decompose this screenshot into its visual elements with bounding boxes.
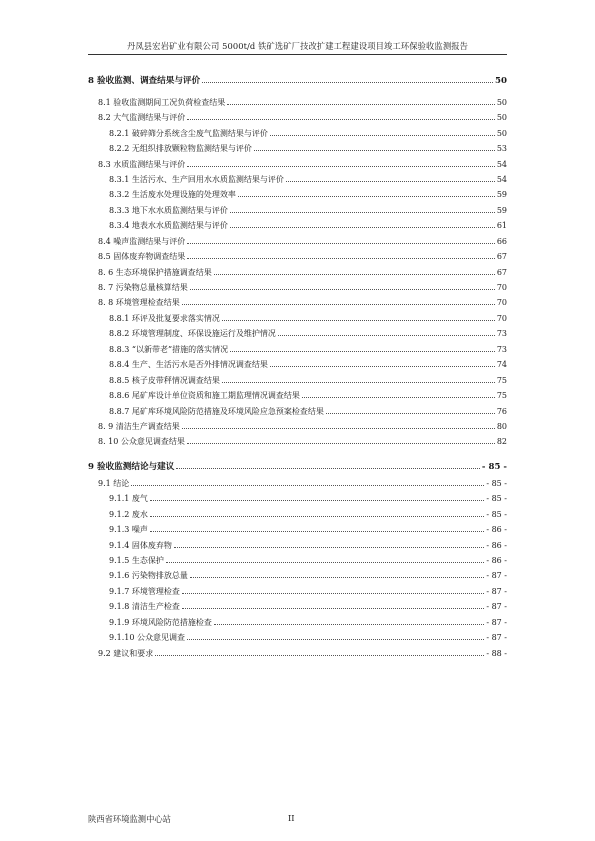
toc-entry-page: 54 [496,175,507,184]
toc-entry[interactable] [88,583,507,599]
toc-entry-page: 67 [496,252,507,261]
toc-dot-leader [190,567,484,578]
toc-entry[interactable] [88,94,507,110]
toc-entry-page: 66 [496,237,507,246]
toc-entry[interactable] [88,279,507,295]
toc-entry[interactable] [88,629,507,645]
toc-entry-page: 73 [496,329,507,338]
toc-entry-page: 53 [496,144,507,153]
toc-entry-title: 9.2 建议和要求 [98,649,154,658]
toc-entry-page: - 87 - [486,633,507,642]
toc-dot-leader [302,387,495,398]
toc-entry-page: 75 [496,391,507,400]
toc-entry[interactable] [88,109,507,125]
toc-dot-leader [230,341,495,352]
toc-dot-leader [227,94,495,105]
toc-entry-page: - 87 - [486,618,507,627]
toc-entry[interactable] [88,372,507,388]
toc-entry-title: 9.1.4 固体废弃物 [109,541,172,550]
toc-entry[interactable] [88,458,507,474]
toc-dot-leader [187,156,495,167]
footer-page-number: II [288,813,295,823]
toc-entry[interactable] [88,248,507,264]
toc-dot-leader [182,294,495,305]
toc-entry-title: 8.5 固体废弃物调查结果 [98,252,186,261]
toc-entry-title: 8.3.3 地下水水质监测结果与评价 [109,206,228,215]
toc-entry[interactable] [88,490,507,506]
toc-dot-leader [202,72,493,83]
toc-dot-leader [174,537,484,548]
toc-entry-title: 9.1.3 噪声 [109,525,148,534]
toc-entry[interactable] [88,202,507,218]
toc-entry-title: 9.1.6 污染物排放总量 [109,571,188,580]
toc-dot-leader [182,418,495,429]
toc-entry[interactable] [88,598,507,614]
toc-entry[interactable] [88,537,507,553]
toc-dot-leader [230,217,495,228]
toc-entry-page: 70 [496,283,507,292]
toc-entry[interactable] [88,506,507,522]
toc-entry-page: 61 [496,221,507,230]
toc-entry[interactable] [88,645,507,661]
toc-entry[interactable] [88,294,507,310]
toc-entry-page: - 88 - [486,649,507,658]
toc-entry[interactable] [88,233,507,249]
toc-dot-leader [155,645,484,656]
toc-entry[interactable] [88,156,507,172]
toc-entry-page: 50 [496,98,507,107]
toc-dot-leader [222,310,495,321]
toc-entry[interactable] [88,433,507,449]
toc-entry[interactable] [88,125,507,141]
toc-entry[interactable] [88,217,507,233]
toc-dot-leader [176,458,480,469]
toc-entry[interactable] [88,521,507,537]
toc-entry-title: 8 验收监测、调查结果与评价 [88,76,201,86]
toc-entry-title: 8.8.3 “以新带老”措施的落实情况 [109,345,229,354]
toc-entry-title: 8.4 噪声监测结果与评价 [98,237,186,246]
toc-entry[interactable] [88,310,507,326]
toc-entry-title: 8.3.2 生活废水处理设施的处理效率 [109,190,236,199]
toc-entry-page: - 86 - [486,541,507,550]
toc-entry-page: 76 [496,407,507,416]
toc-entry-title: 9.1.9 环境风险防范措施检查 [109,618,212,627]
toc-entry[interactable] [88,341,507,357]
toc-entry-title: 8.3 水质监测结果与评价 [98,160,186,169]
toc-entry-page: 75 [496,376,507,385]
toc-entry-title: 9.1.2 废水 [109,510,148,519]
toc-dot-leader [326,403,495,414]
toc-entry-page: 70 [496,298,507,307]
toc-entry-page: - 85 - [486,494,507,503]
header-rule [88,54,507,55]
toc-entry-title: 8.8.6 尾矿库设计单位资质和施工期监理情况调查结果 [109,391,300,400]
toc-entry-page: - 87 - [486,571,507,580]
toc-entry-title: 8.8.5 核子皮带秤情况调查结果 [109,376,220,385]
toc-entry-title: 8. 10 公众意见调查结果 [98,437,185,446]
toc-entry-title: 9.1.7 环境管理检查 [109,587,180,596]
toc-entry-title: 9.1.1 废气 [109,494,148,503]
toc-entry[interactable] [88,325,507,341]
toc-entry[interactable] [88,140,507,156]
toc-dot-leader [238,186,495,197]
toc-dot-leader [278,325,495,336]
toc-dot-leader [150,521,484,532]
footer-organization: 陕西省环境监测中心站 [88,814,171,824]
toc-entry-title: 8.8.1 环评及批复要求落实情况 [109,314,220,323]
toc-entry-title: 9.1.8 清洁生产检查 [109,602,180,611]
toc-entry-page: - 87 - [486,602,507,611]
toc-dot-leader [190,279,495,290]
toc-dot-leader [182,583,484,594]
toc-entry-page: - 85 - [486,510,507,519]
toc-dot-leader [150,490,484,501]
toc-entry[interactable] [88,475,507,491]
toc-entry-page: - 86 - [486,556,507,565]
toc-entry-title: 8.8.4 生产、生活污水是否外排情况调查结果 [109,360,268,369]
toc-dot-leader [270,356,495,367]
running-header: 丹凤县宏岩矿业有限公司 5000t/d 铁矿选矿厂技改扩建工程建设项目竣工环保验收监测报告 [126,41,469,51]
toc-entry-page: - 87 - [486,587,507,596]
toc-dot-leader [286,171,495,182]
toc-entry-title: 8.1 验收监测期间工况负荷检查结果 [98,98,226,107]
toc-dot-leader [187,109,495,120]
toc-dot-leader [214,264,495,275]
toc-entry[interactable] [88,387,507,403]
toc-entry-page: 50 [496,129,507,138]
toc-entry-title: 8.3.1 生活污水、生产回用水水质监测结果与评价 [109,175,284,184]
toc-dot-leader [254,140,495,151]
toc-entry-page: 54 [496,160,507,169]
toc-entry-title: 9.1.5 生态保护 [109,556,164,565]
toc-entry-title: 9 验收监测结论与建议 [88,462,175,472]
toc-dot-leader [131,475,484,486]
toc-entry[interactable] [88,418,507,434]
toc-entry-page: - 85 - [481,462,507,472]
toc-dot-leader [182,598,484,609]
toc-entry[interactable] [88,264,507,280]
toc-entry-title: 8. 7 污染物总量核算结果 [98,283,188,292]
toc-entry-page: 82 [496,437,507,446]
toc-entry-page: 73 [496,345,507,354]
toc-entry[interactable] [88,171,507,187]
toc-entry-title: 8. 6 生态环境保护措施调查结果 [98,268,212,277]
toc-entry-title: 8.2.1 破碎筛分系统含尘废气监测结果与评价 [109,129,268,138]
toc-entry[interactable] [88,186,507,202]
toc-entry-title: 8.2.2 无组织排放颗粒物监测结果与评价 [109,144,252,153]
toc-entry[interactable] [88,403,507,419]
toc-entry-page: 74 [496,360,507,369]
toc-entry-page: 50 [495,76,507,86]
toc-entry-title: 8.8.2 环境管理制度、环保设施运行及维护情况 [109,329,276,338]
toc-entry-title: 8.2 大气监测结果与评价 [98,113,186,122]
toc-entry[interactable] [88,614,507,630]
toc-entry-page: 70 [496,314,507,323]
toc-dot-leader [166,552,484,563]
toc-dot-leader [214,614,484,625]
toc-entry-title: 8.3.4 地表水水质监测结果与评价 [109,221,228,230]
toc-entry-page: 67 [496,268,507,277]
toc-entry-title: 8. 8 环境管理检查结果 [98,298,180,307]
toc-dot-leader [187,248,495,259]
toc-entry-title: 8.8.7 尾矿库环境风险防范措施及环境风险应急预案检查结果 [109,407,324,416]
toc-dot-leader [187,433,495,444]
toc-entry[interactable] [88,552,507,568]
toc-entry-page: 59 [496,190,507,199]
toc-entry-title: 8. 9 清洁生产调查结果 [98,422,180,431]
toc-dot-leader [230,202,495,213]
toc-entry[interactable] [88,356,507,372]
toc-dot-leader [150,506,484,517]
toc-entry-page: 50 [496,113,507,122]
toc-dot-leader [270,125,495,136]
toc-entry-page: 59 [496,206,507,215]
toc-entry-title: 9.1 结论 [98,479,130,488]
toc-entry-page: - 85 - [486,479,507,488]
toc-dot-leader [222,372,495,383]
toc-entry[interactable] [88,72,507,88]
toc-entry-title: 9.1.10 公众意见调查 [109,633,185,642]
toc-entry-page: - 86 - [486,525,507,534]
toc-dot-leader [187,629,484,640]
toc-dot-leader [187,233,495,244]
toc-entry[interactable] [88,567,507,583]
toc-entry-page: 80 [496,422,507,431]
